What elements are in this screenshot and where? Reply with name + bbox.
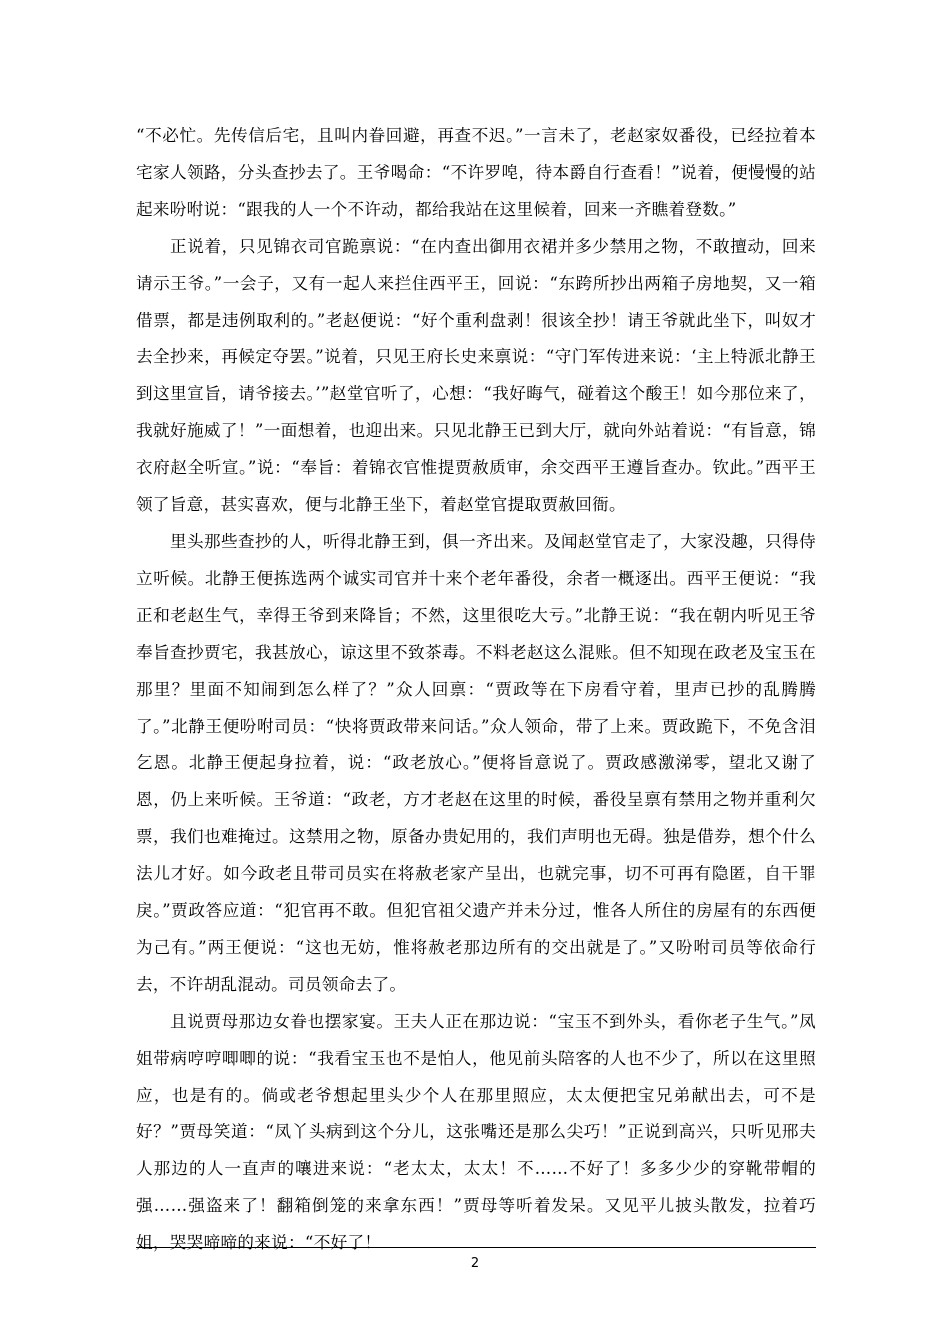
paragraph-4: 且说贾母那边女眷也摆家宴。王夫人正在那边说：“宝玉不到外头，看你老子生气。”凤姐带病哼哼唧唧的说：“我看宝玉也不是怕人，他见前头陪客的人也不少了，所以在这里照应，也是有的。倘或老爷想起里头少个人在那里照应，太太便把宝兄弟献出去，可不是好？”贾母笑道：“凤丫头病到这个分儿，这张嘴还是那么尖巧！”正说到高兴，只听见邢夫人那边的人一直声的嚷进来说：“老太太，太太！不……不好了！多多少少的穿靴带帽的强……强盗来了！翻箱倒笼的来拿东西！”贾母等听着发呆。又见平儿披头散发，拉着巧姐，哭哭啼啼的来说：“不好了！: [136, 1011, 816, 1253]
footer-divider: [136, 1247, 816, 1248]
body-text: [136, 118, 816, 1262]
paragraph-1: “不必忙。先传信后宅，且叫内眷回避，再查不迟。”一言未了，老赵家奴番役，已经拉着本宅家人领路，分头查抄去了。王爷喝命：“不许罗唣，待本爵自行查看！”说着，便慢慢的站起来吩咐说：“跟我的人一个不许动，都给我站在这里候着，回来一齐瞧着登数。”: [136, 126, 816, 219]
page-number: 2: [470, 1256, 480, 1271]
paragraph-3: 里头那些查抄的人，听得北静王到，俱一齐出来。及闻赵堂官走了，大家没趣，只得侍立听候。北静王便拣选两个诚实司官并十来个老年番役，余者一概逐出。西平王便说：“我正和老赵生气，幸得王爷到来降旨；不然，这里很吃大亏。”北静王说：“我在朝内听见王爷奉旨查抄贾宅，我甚放心，谅这里不致茶毒。不料老赵这么混账。但不知现在政老及宝玉在那里？里面不知闹到怎么样了？”众人回禀：“贾政等在下房看守着，里声已抄的乱腾腾了。”北静王便吩咐司员：“快将贾政带来问话。”众人领命，带了上来。贾政跪下，不免含泪乞恩。北静王便起身拉着，说：“政老放心。”便将旨意说了。贾政感激涕零，望北又谢了恩，仍上来听候。王爷道：“政老，方才老赵在这里的时候，番役呈禀有禁用之物并重利欠票，我们也难掩过。这禁用之物，原备办贵妃用的，我们声明也无碍。独是借券，想个什么法儿才好。如今政老且带司员实在将赦老家产呈出，也就完事，切不可再有隐匿，自干罪戾。”贾政答应道：“犯官再不敢。但犯官祖父遗产并未分过，惟各人所住的房屋有的东西便为己有。”两王便说：“这也无妨，惟将赦老那边所有的交出就是了。”又吩咐司员等依命行去，不许胡乱混动。司员领命去了。: [136, 531, 816, 994]
paragraph-2: 正说着，只见锦衣司官跪禀说：“在内查出御用衣裙并多少禁用之物，不敢擅动，回来请示王爷。”一会子，又有一起人来拦住西平王，回说：“东跨所抄出两箱子房地契，又一箱借票，都是违例取利的。”老赵便说：“好个重利盘剥！很该全抄！请王爷就此坐下，叫奴才去全抄来，再候定夺罢。”说着，只见王府长史来禀说：“守门军传进来说：‘主上特派北静王到这里宣旨，请爷接去。’”赵堂官听了，心想：“我好晦气，碰着这个酸王！如今那位来了，我就好施威了！”一面想着，也迎出来。只见北静王已到大厅，就向外站着说：“有旨意，锦衣府赵全听宣。”说：“奉旨：着锦衣官惟提贾赦质审，余交西平王遵旨查办。钦此。”西平王领了旨意，甚实喜欢，便与北静王坐下，着赵堂官提取贾赦回衙。: [136, 236, 816, 515]
